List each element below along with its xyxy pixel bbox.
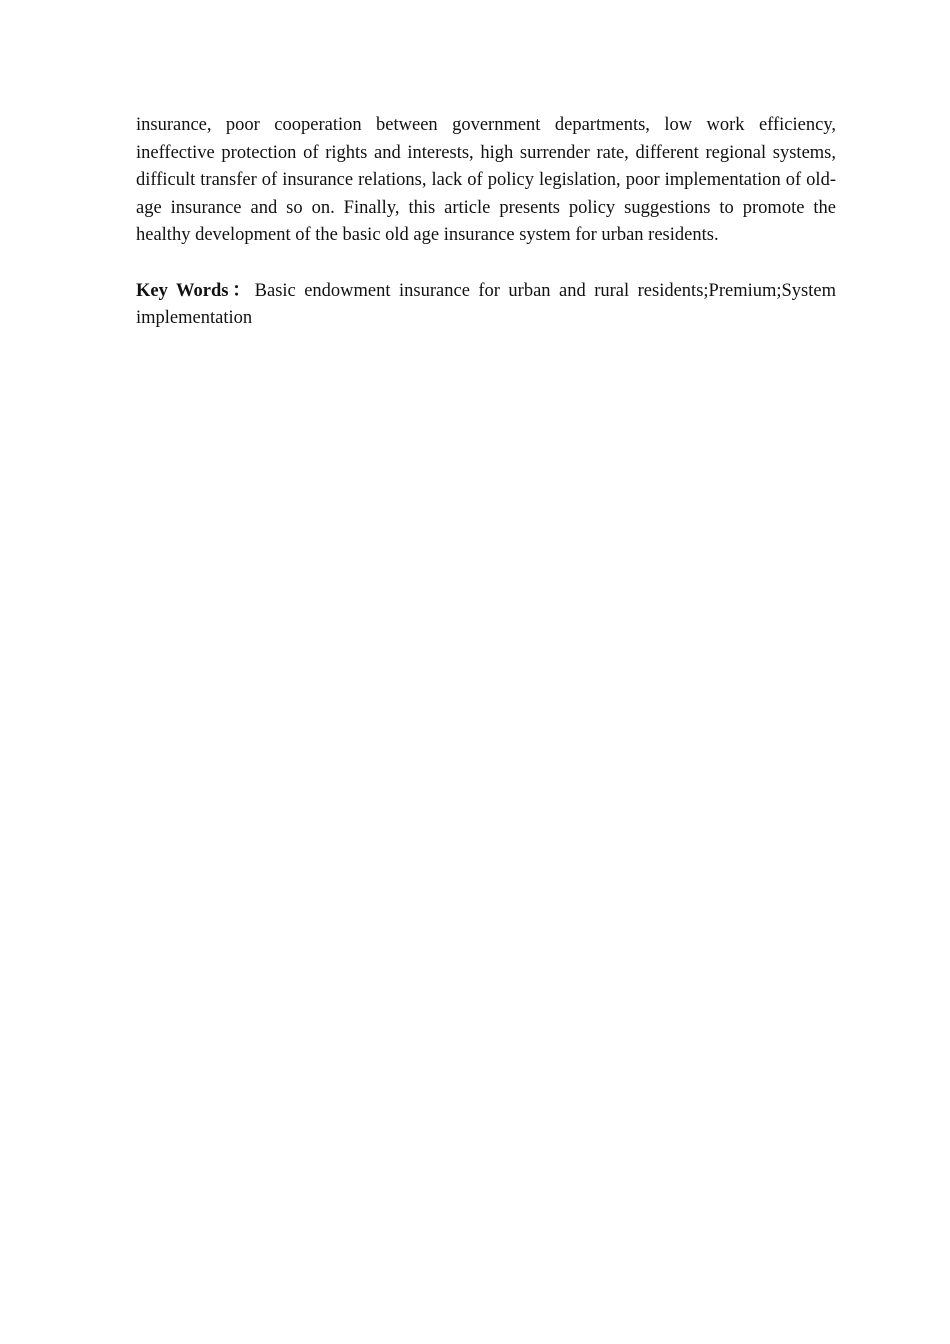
keywords-label: Key Words： bbox=[136, 280, 255, 301]
keywords-paragraph bbox=[136, 278, 836, 333]
abstract-paragraph: insurance, poor cooperation between government departments, low work efficiency, ineffective protection of rights and interests, high surrender rate, different regional systems, difficult transfer of insurance relations, lack of policy legislation, poor implementation of old-age insurance and so on. Finally, this article presents policy suggestions to promote the healthy development of the basic old age insurance system for urban residents. bbox=[136, 115, 836, 245]
keywords-text: Basic endowment insurance for urban and rural residents;Premium;System implementation bbox=[136, 280, 836, 328]
abstract-section bbox=[136, 112, 836, 333]
